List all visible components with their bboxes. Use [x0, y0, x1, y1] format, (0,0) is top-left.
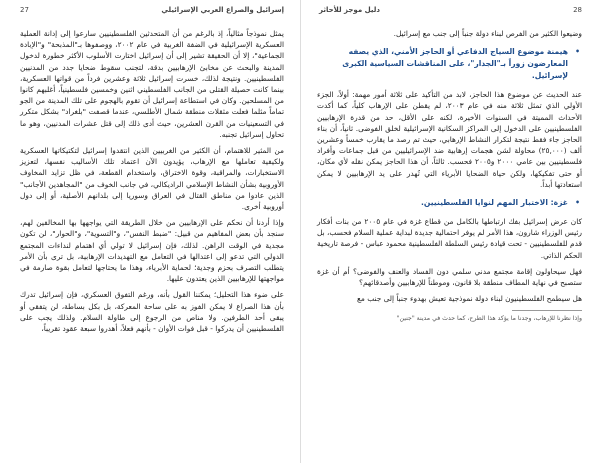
left-running-header — [0, 6, 300, 20]
right-intro-paragraph: وضيعوا الكثير من الفرص لبناء دولة جنباً إلى جنب مع إسرائيل. — [393, 29, 582, 38]
left-page-number: 27 — [20, 6, 29, 14]
bullet-dot-icon: • — [575, 198, 580, 208]
bullet-heading-barrier — [317, 46, 580, 82]
bullet-dot-icon: • — [575, 47, 580, 57]
bullet-text: هيمنة موضوع السياج الدفاعي أو الحاجز الأمني، الذي يصفه المعارضون زوراً بـ"الجدار"، على المناقشات السياسية الكبرى لإسرائيل. — [342, 47, 568, 81]
right-header-title: دليل موجز للأحاثر — [319, 6, 380, 14]
bullet-heading-gaza — [317, 197, 580, 209]
right-paragraph-1: عند الحديث عن موضوع هذا الحاجز، لابد من التأكيد على ثلاثة أمور مهمة: أولاً، الجزء الأولي الذي تمثل ثلاثة منه في عام ٢٠٠٣، لم يقطن على الإرهاب كلياً، كما أكدت الأحداث المميتة في السنوات الأخيرة، لكنه على الأقل، حد من قدرة الإرهابيين الفلسطينيين على الدخول إلى المراكز السكانية الإسرائيلية لخلق الفوضى. ثانياً، أن بناء الحاجز جاء فقط نتيجة لتكرار النشاط الإرهابي، حيث تم رصد ما يقارب خمساً وعشرين ألف (٢٥,٠٠٠) محاولة لشن هجمات إرهابية ضد الإسرائيليين من قبل جماعات وأفراد فلسطينيين بين عامي ٢٠٠٠ و٢٠٠٥ فحسب. ثالثاً، أن هذا الحاجز يمكن نقله لأي مكان، أو حتى تفكيكها، ولكن حياة الضحايا الأبرياء التي تُهدر على يد الإرهابيين لا يمكن استعادتها أبداً. — [317, 90, 583, 189]
right-paragraph-2: كان عرض إسرائيل بفك ارتباطها بالكامل من قطاع غزة في عام ٢٠٠٥ من بنات أفكار رئيس الوزراء شارون، هذا الأمر لم يوفر احتمالية جديدة لبداية عملية السلام فحسب، بل قدم للفلسطينيين - تحت قيادة رئيس السلطة الفلسطينية محمود عباس - فرصة تاريخية الحكم الذاتي. — [317, 217, 582, 260]
footnote-separator — [512, 310, 582, 311]
left-paragraph-4: على ضوء هذا التحليل؛ يمكننا القول بأنه، ورغم التفوق العسكري، فإن إسرائيل تدرك بأن هذا الصراع لا يمكن الفوز به على ساحة المعركة، بل بكل بساطة، لن يتفقي أو يبقى أحد الطرفين. ولا مناص من الرجوع إلى طاولة السلام. ولذلك يجب على الفلسطينيين أن يدركوا - قبل فوات الأوان - بأنهم فعلاً، أهدروا سبعة عقود تقريباً، — [20, 290, 284, 334]
right-page — [300, 0, 600, 463]
right-paragraph-3: فهل سيحاولون إقامة مجتمع مدني سلمي دون الفساد والعنف والفوضى؟ أم أن غزة ستصبح في نهاية المطاف منطقة بلا قانون، وموطناً للإرهابيين وأصدقائهم؟ — [317, 266, 582, 288]
right-running-header — [301, 6, 600, 20]
right-paragraph-4: هل سيطمح الفلسطينيون لبناء دولة نموذجية تعيش بهدوء جنباً إلى جنب مع — [356, 294, 582, 304]
left-paragraph-2: من المثير للاهتمام، أن الكثير من الغربيين الذين انتقدوا إسرائيل لتكتيكاتها العسكرية ولكيفية تعاملها مع الإرهاب، يؤيدون الآن اعتماد تلك الأساليب نفسها، لتعزيز الاستخبارات، والمراقبة، وقوة الاختراق، واستخدام القطعة، في ظل تزايد المخاوف الأوروبية بشأن النشاط الإسلامي الراديكالي، في جانب الخوف من "المجاهدين الأجانب" الذين عادوا من مناطق القتال في العراق وسوريا إلى بلدانهم الأصلية، أو إلى دول أوروبية أخرى. — [20, 146, 284, 212]
bullet-text: غزة: الاختبار المهم لنوايا الفلسطينيين. — [421, 198, 568, 208]
footnote: وإذا نظرنا للإرهاب، وجدنا ما يؤكد هذا الطرح، كما حدث في مدينة "جنين" — [396, 315, 582, 323]
left-paragraph-1: يمثل نموذجاً مثالياً، إذ بالرغم من أن المتحدثين الفلسطينيين سارعوا إلى إدانة العملية العسكرية الإسرائيلية في الضفة الغربية في عام ٢٠٠٢، ووصفوها بـ"المذبحة" و"الإبادة الجماعية"، إلا أن الحقيقة تشير إلى أن إسرائيل اختارت الأسلوب الأكثر خطورة لدخول المدينة والبحث عن مخابئ الإرهابيين بدقة، لتجنب سقوط ضحايا جدد من المدنيين الفلسطينيين. ونتيجة لذلك، خسرت إسرائيل ثلاثة وعشرين فرداً من قواتها العسكرية، بينما كانت حصيلة القتلى من الجانب الفلسطيني اثنين وخمسين فلسطينياً، أغلبهم كانوا من المسلحين. وكان في استطاعة إسرائيل أن تقوم بالهجوم على تلك المدينة من الجو تماماً مثلما فعلت مثقلات منطقة شمال الأطلسي، عندما قصفت "بلغراد" بشكل متكرر في التسعينيات من القرن العشرين، حيث أدى ذلك إلى قتل عشرات المدنيين، وهو ما تحاول إسرائيل تجنبه. — [20, 29, 285, 139]
left-paragraph-3: وإذا أردنا أن نحكم على الإرهابيين من خلال الطريقة التي يواجهها بها المخالفين لهم، سنجد بأن بعض المفاهيم من قبيل: "ضبط النفس"، و"التسوية"، و"الحوار"، لن تكون مجدية في الوقت الراهن. لذلك، فإن إسرائيل لا تولي أي اهتمام لنداءات المجتمع الدولي التي تدعو إلى اعتدالها في التعامل مع التهديدات الإرهابية، بل ترى بأن الأمر يتطلب التصرف بحزم وجدية؛ لحماية الأبرياء، وهذا ما يحتاجها لتعامل بقوة صارمة في مواجهتها للإرهابيين الذين يعتدون عليها. — [20, 218, 284, 284]
right-page-number: 28 — [573, 6, 582, 14]
left-header-title: إسرائيل والصراع العربي الإسرائيلي — [161, 6, 284, 14]
